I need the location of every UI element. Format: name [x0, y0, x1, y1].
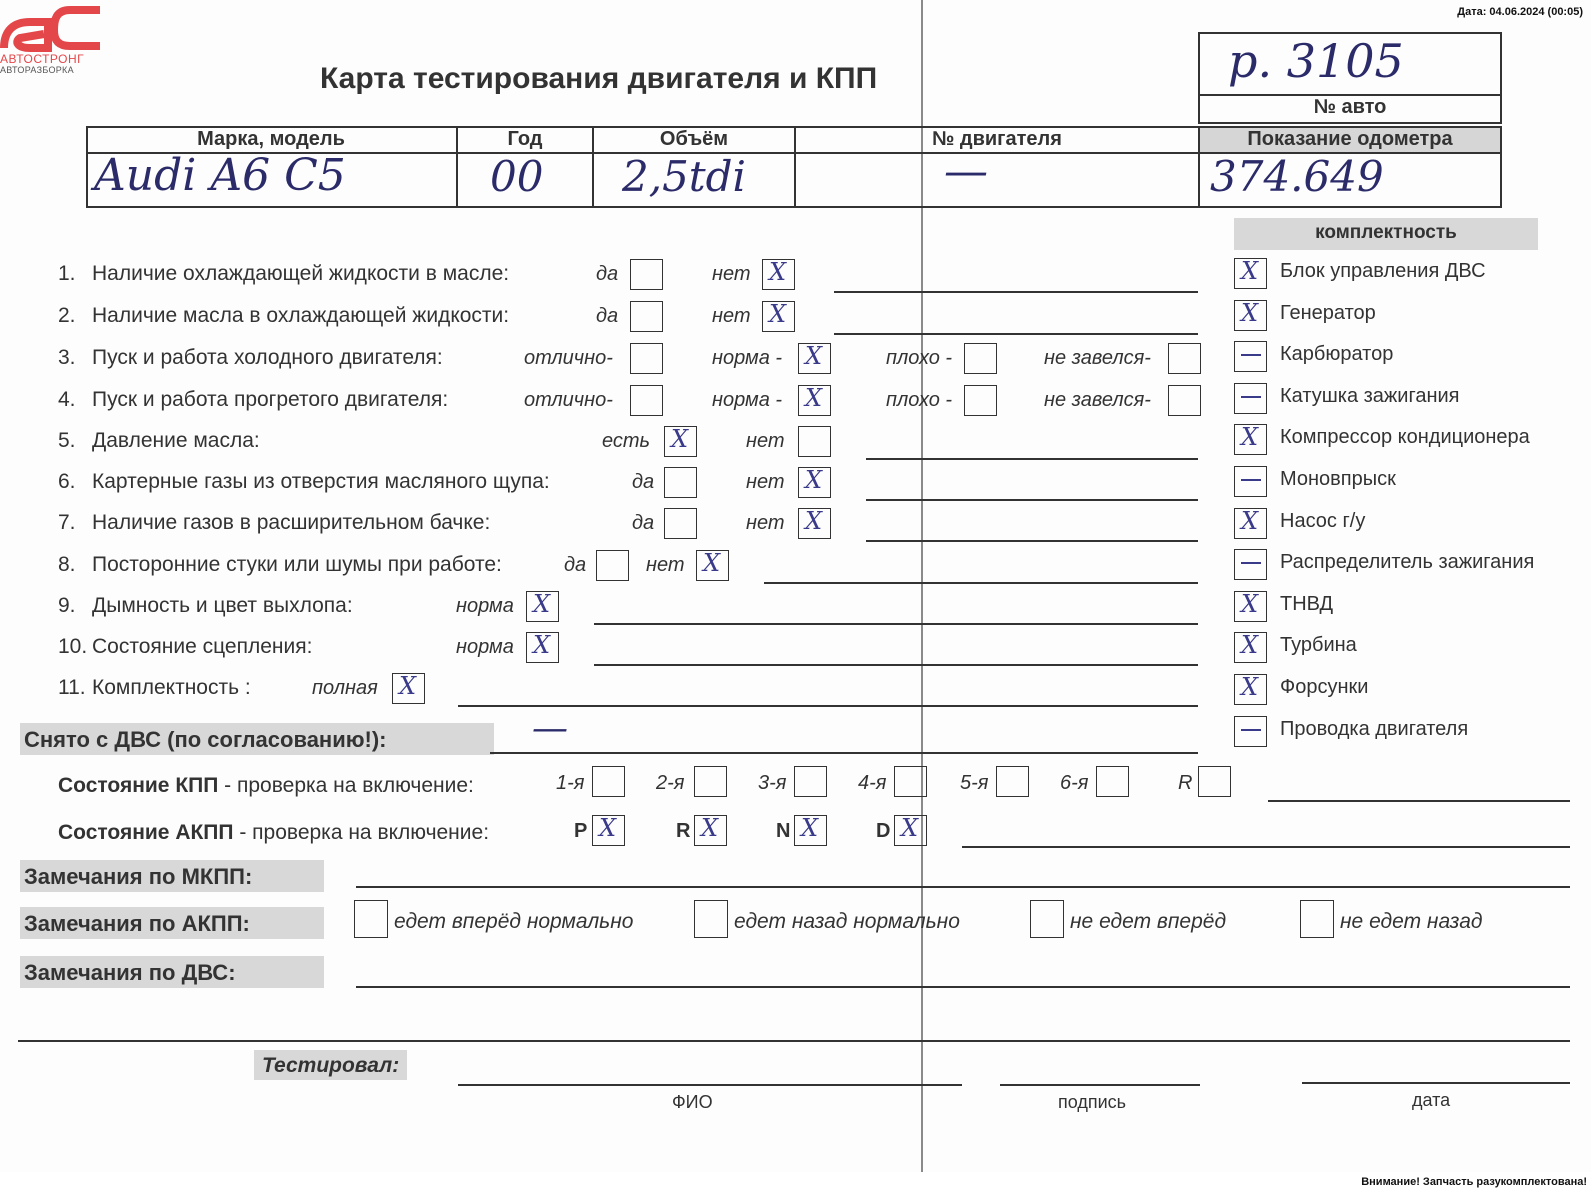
- akpp-gear-checkbox[interactable]: [694, 815, 727, 846]
- tested-by-label: Тестировал:: [254, 1050, 407, 1080]
- removed-value: —: [532, 708, 568, 749]
- question-label: Состояние сцепления:: [92, 635, 313, 658]
- col-model-header: Марка, модель: [197, 128, 345, 150]
- checkmark: X: [801, 814, 819, 842]
- checkmark: X: [1241, 631, 1259, 660]
- answer-line: [594, 664, 1198, 666]
- checkmark: X: [805, 342, 823, 370]
- akpp-remark-checkbox[interactable]: [694, 900, 728, 938]
- option-checkbox[interactable]: [664, 508, 697, 539]
- komplekt-item-label: Моновпрыск: [1280, 468, 1396, 490]
- sign-label: подпись: [1058, 1092, 1127, 1112]
- dash-mark: [1241, 562, 1261, 564]
- remarks-akpp-label: Замечания по АКПП:: [20, 907, 324, 939]
- question-label: Наличие охлаждающей жидкости в масле:: [92, 262, 510, 285]
- auto-number-label-cell: [1198, 94, 1502, 124]
- option-checkbox[interactable]: [630, 343, 663, 374]
- kpp-gear-checkbox[interactable]: [996, 766, 1029, 797]
- question-label: Картерные газы из отверстия масляного щупа:: [92, 470, 550, 493]
- komplekt-item-label: Компрессор кондиционера: [1280, 426, 1530, 449]
- option-label: плохо -: [886, 389, 953, 411]
- checkmark: X: [533, 590, 551, 618]
- akpp-gear-label: P: [574, 820, 588, 842]
- kpp-gear-label: 4-я: [858, 772, 887, 794]
- option-label: есть: [602, 430, 651, 452]
- answer-line: [834, 291, 1198, 293]
- akpp-gear-checkbox[interactable]: [794, 815, 827, 846]
- option-label: нет: [646, 554, 685, 576]
- option-checkbox[interactable]: [798, 467, 831, 498]
- checkmark: X: [769, 300, 787, 328]
- komplekt-item-label: Блок управления ДВС: [1280, 260, 1486, 282]
- date-line: [1302, 1082, 1570, 1084]
- option-label: нет: [712, 305, 751, 327]
- komplekt-item-label: Форсунки: [1280, 676, 1369, 698]
- checkmark: X: [671, 425, 689, 453]
- komplekt-item-label: Генератор: [1280, 301, 1376, 324]
- komplekt-checkbox[interactable]: [1234, 300, 1267, 331]
- option-label: не завелся-: [1044, 389, 1151, 411]
- option-checkbox[interactable]: [630, 385, 663, 416]
- kpp-gear-checkbox[interactable]: [794, 766, 827, 797]
- checkmark: X: [1241, 298, 1259, 327]
- question-label: Комплектность :: [92, 676, 251, 699]
- checkmark: X: [599, 814, 617, 842]
- option-checkbox[interactable]: [392, 673, 425, 704]
- option-label: да: [632, 512, 655, 534]
- komplekt-item-label: Распределитель зажигания: [1280, 551, 1535, 574]
- logo-brand: АВТОСТРОНГ: [0, 52, 85, 66]
- akpp-remark-label: едет назад нормально: [734, 910, 960, 933]
- question-number: 4.: [58, 388, 76, 411]
- checkmark: X: [1241, 506, 1259, 535]
- kpp-gear-label: 5-я: [960, 772, 989, 794]
- question-number: 1.: [58, 262, 76, 285]
- question-number: 7.: [58, 511, 76, 534]
- footer-warning: Внимание! Запчасть разукомплектована!: [1361, 1176, 1587, 1188]
- option-checkbox[interactable]: [798, 385, 831, 416]
- remarks-extra-line: [18, 1040, 1570, 1042]
- question-number: 10.: [58, 635, 88, 658]
- removed-line: [490, 752, 1198, 754]
- option-label: полная: [312, 677, 378, 699]
- option-label: да: [596, 305, 619, 327]
- checkmark: X: [805, 384, 823, 412]
- kpp-gear-label: 6-я: [1060, 772, 1089, 794]
- removed-label: Снято с ДВС (по согласованию!):: [20, 723, 494, 755]
- option-checkbox[interactable]: [798, 343, 831, 374]
- dash-mark: [1241, 396, 1261, 398]
- question-label: Пуск и работа прогретого двигателя:: [92, 388, 449, 411]
- option-checkbox[interactable]: [762, 301, 795, 332]
- komplekt-title: комплектность: [1315, 222, 1457, 243]
- kpp-gear-checkbox[interactable]: [1198, 766, 1231, 797]
- option-label: отлично-: [524, 389, 613, 411]
- komplekt-checkbox[interactable]: [1234, 341, 1267, 372]
- answer-line: [866, 458, 1198, 460]
- dash-mark: [1241, 729, 1261, 731]
- option-checkbox[interactable]: [798, 508, 831, 539]
- option-label: да: [564, 554, 587, 576]
- kpp-gear-label: 3-я: [758, 772, 787, 794]
- option-checkbox[interactable]: [762, 259, 795, 290]
- option-checkbox[interactable]: [630, 301, 663, 332]
- option-checkbox[interactable]: [630, 259, 663, 290]
- komplekt-checkbox[interactable]: [1234, 424, 1267, 455]
- col-engine-header: № двигателя: [932, 128, 1062, 150]
- engine-value: —: [944, 146, 988, 197]
- model-value: Audi A6 C5: [94, 150, 346, 201]
- option-label: нет: [746, 430, 785, 452]
- akpp-line: [962, 846, 1570, 848]
- answer-line: [866, 499, 1198, 501]
- option-label: да: [632, 471, 655, 493]
- question-label: Давление масла:: [92, 429, 260, 452]
- option-checkbox[interactable]: [526, 632, 559, 663]
- checkmark: X: [703, 549, 721, 577]
- kpp-line: [1268, 800, 1570, 802]
- komplekt-item-label: Турбина: [1280, 634, 1357, 657]
- question-number: 3.: [58, 346, 76, 369]
- option-checkbox[interactable]: [964, 343, 997, 374]
- option-checkbox[interactable]: [964, 385, 997, 416]
- checkmark: X: [701, 814, 719, 842]
- komplekt-item-label: ТНВД: [1280, 592, 1334, 615]
- auto-number-value: р. 3105: [1228, 34, 1404, 88]
- remarks-dvs-line: [356, 986, 1570, 988]
- logo-subtitle: АВТОРАЗБОРКА: [0, 65, 74, 75]
- remarks-mkpp-line: [356, 886, 1570, 888]
- question-number: 6.: [58, 470, 76, 493]
- option-label: норма -: [712, 389, 783, 411]
- komplekt-checkbox[interactable]: [1234, 258, 1267, 289]
- option-checkbox[interactable]: [664, 426, 697, 457]
- question-label: Посторонние стуки или шумы при работе:: [92, 553, 502, 576]
- fio-label: ФИО: [672, 1092, 713, 1112]
- komplekt-checkbox[interactable]: [1234, 591, 1267, 622]
- answer-line: [594, 623, 1198, 625]
- dash-mark: [1241, 479, 1261, 481]
- akpp-gear-label: N: [776, 820, 791, 842]
- kpp-gear-label: 2-я: [656, 772, 685, 794]
- option-label: нет: [746, 471, 785, 493]
- checkmark: X: [1241, 673, 1259, 701]
- question-label: Пуск и работа холодного двигателя:: [92, 346, 443, 369]
- option-checkbox[interactable]: [696, 550, 729, 581]
- komplekt-checkbox[interactable]: [1234, 383, 1267, 414]
- checkmark: X: [533, 631, 551, 659]
- fio-line: [458, 1084, 962, 1086]
- option-label: отлично-: [524, 347, 613, 369]
- answer-line: [834, 333, 1198, 335]
- akpp-gear-label: R: [676, 820, 691, 842]
- komplekt-checkbox[interactable]: [1234, 674, 1267, 705]
- year-value: 00: [490, 152, 544, 201]
- page-title: Карта тестирования двигателя и КПП: [320, 62, 878, 95]
- checkmark: X: [901, 814, 919, 842]
- option-checkbox[interactable]: [664, 467, 697, 498]
- auto-number-label: № авто: [1313, 96, 1387, 118]
- kpp-label: Состояние КПП - проверка на включение:: [58, 774, 474, 797]
- kpp-gear-label: 1-я: [556, 772, 585, 794]
- akpp-gear-label: D: [876, 820, 891, 842]
- date-label: дата: [1412, 1090, 1451, 1110]
- option-checkbox[interactable]: [596, 550, 629, 581]
- akpp-gear-checkbox[interactable]: [592, 815, 625, 846]
- akpp-remark-checkbox[interactable]: [1030, 900, 1064, 938]
- komplekt-checkbox[interactable]: [1234, 466, 1267, 497]
- question-number: 2.: [58, 304, 76, 327]
- akpp-remark-label: не едет вперёд: [1070, 910, 1227, 933]
- komplekt-item-label: Карбюратор: [1280, 343, 1394, 366]
- komplekt-checkbox[interactable]: [1234, 716, 1267, 747]
- akpp-label: Состояние АКПП - проверка на включение:: [58, 821, 490, 844]
- question-label: Наличие масла в охлаждающей жидкости:: [92, 304, 510, 327]
- question-number: 11.: [58, 676, 86, 699]
- komplekt-item-label: Катушка зажигания: [1280, 384, 1460, 407]
- answer-line: [764, 582, 1198, 584]
- kpp-gear-label: R: [1178, 772, 1193, 794]
- kpp-gear-checkbox[interactable]: [894, 766, 927, 797]
- kpp-gear-checkbox[interactable]: [1096, 766, 1129, 797]
- akpp-remark-label: не едет назад: [1340, 910, 1483, 933]
- option-label: норма: [456, 636, 514, 658]
- answer-line: [458, 705, 1198, 707]
- checkmark: X: [769, 258, 787, 286]
- print-date: Дата: 04.06.2024 (00:05): [1457, 6, 1583, 18]
- col-volume-header: Объём: [659, 128, 729, 150]
- akpp-remark-label: едет вперёд нормально: [394, 910, 634, 933]
- kpp-gear-checkbox[interactable]: [592, 766, 625, 797]
- question-number: 9.: [58, 594, 76, 617]
- option-checkbox[interactable]: [1168, 343, 1201, 374]
- option-label: нет: [746, 512, 785, 534]
- option-checkbox[interactable]: [526, 591, 559, 622]
- sign-line: [1000, 1084, 1200, 1086]
- komplekt-checkbox[interactable]: [1234, 508, 1267, 539]
- checkmark: X: [805, 466, 823, 494]
- auto-number-box: [1198, 32, 1502, 96]
- question-label: Дымность и цвет выхлопа:: [92, 594, 353, 617]
- komplekt-checkbox[interactable]: [1234, 632, 1267, 663]
- komplekt-checkbox[interactable]: [1234, 549, 1267, 580]
- checkmark: X: [805, 507, 823, 535]
- option-checkbox[interactable]: [798, 426, 831, 457]
- kpp-gear-checkbox[interactable]: [694, 766, 727, 797]
- option-label: норма -: [712, 347, 783, 369]
- remarks-mkpp-label: Замечания по МКПП:: [20, 860, 324, 892]
- answer-line: [866, 540, 1198, 542]
- volume-value: 2,5tdi: [622, 152, 746, 201]
- question-label: Наличие газов в расширительном бачке:: [92, 511, 491, 534]
- checkmark: X: [1241, 423, 1259, 452]
- option-label: нет: [712, 263, 751, 285]
- akpp-remark-checkbox[interactable]: [1300, 900, 1334, 938]
- dash-mark: [1241, 354, 1261, 356]
- checkmark: X: [399, 672, 417, 700]
- question-number: 8.: [58, 553, 76, 576]
- option-checkbox[interactable]: [1168, 385, 1201, 416]
- option-label: норма: [456, 595, 514, 617]
- option-label: плохо -: [886, 347, 953, 369]
- col-year-header: Год: [507, 128, 543, 150]
- akpp-remark-checkbox[interactable]: [354, 900, 388, 938]
- question-number: 5.: [58, 429, 76, 452]
- remarks-dvs-label: Замечания по ДВС:: [20, 956, 324, 988]
- komplekt-item-label: Проводка двигателя: [1280, 717, 1469, 740]
- option-label: не завелся-: [1044, 347, 1151, 369]
- col-odometer-header: Показание одометра: [1247, 128, 1453, 150]
- checkmark: X: [1241, 589, 1259, 618]
- logo-ac-mark: [0, 0, 104, 52]
- akpp-gear-checkbox[interactable]: [894, 815, 927, 846]
- option-label: да: [596, 263, 619, 285]
- odometer-value: 374.649: [1210, 152, 1384, 201]
- checkmark: X: [1241, 257, 1259, 285]
- komplekt-item-label: Насос г/у: [1280, 509, 1366, 532]
